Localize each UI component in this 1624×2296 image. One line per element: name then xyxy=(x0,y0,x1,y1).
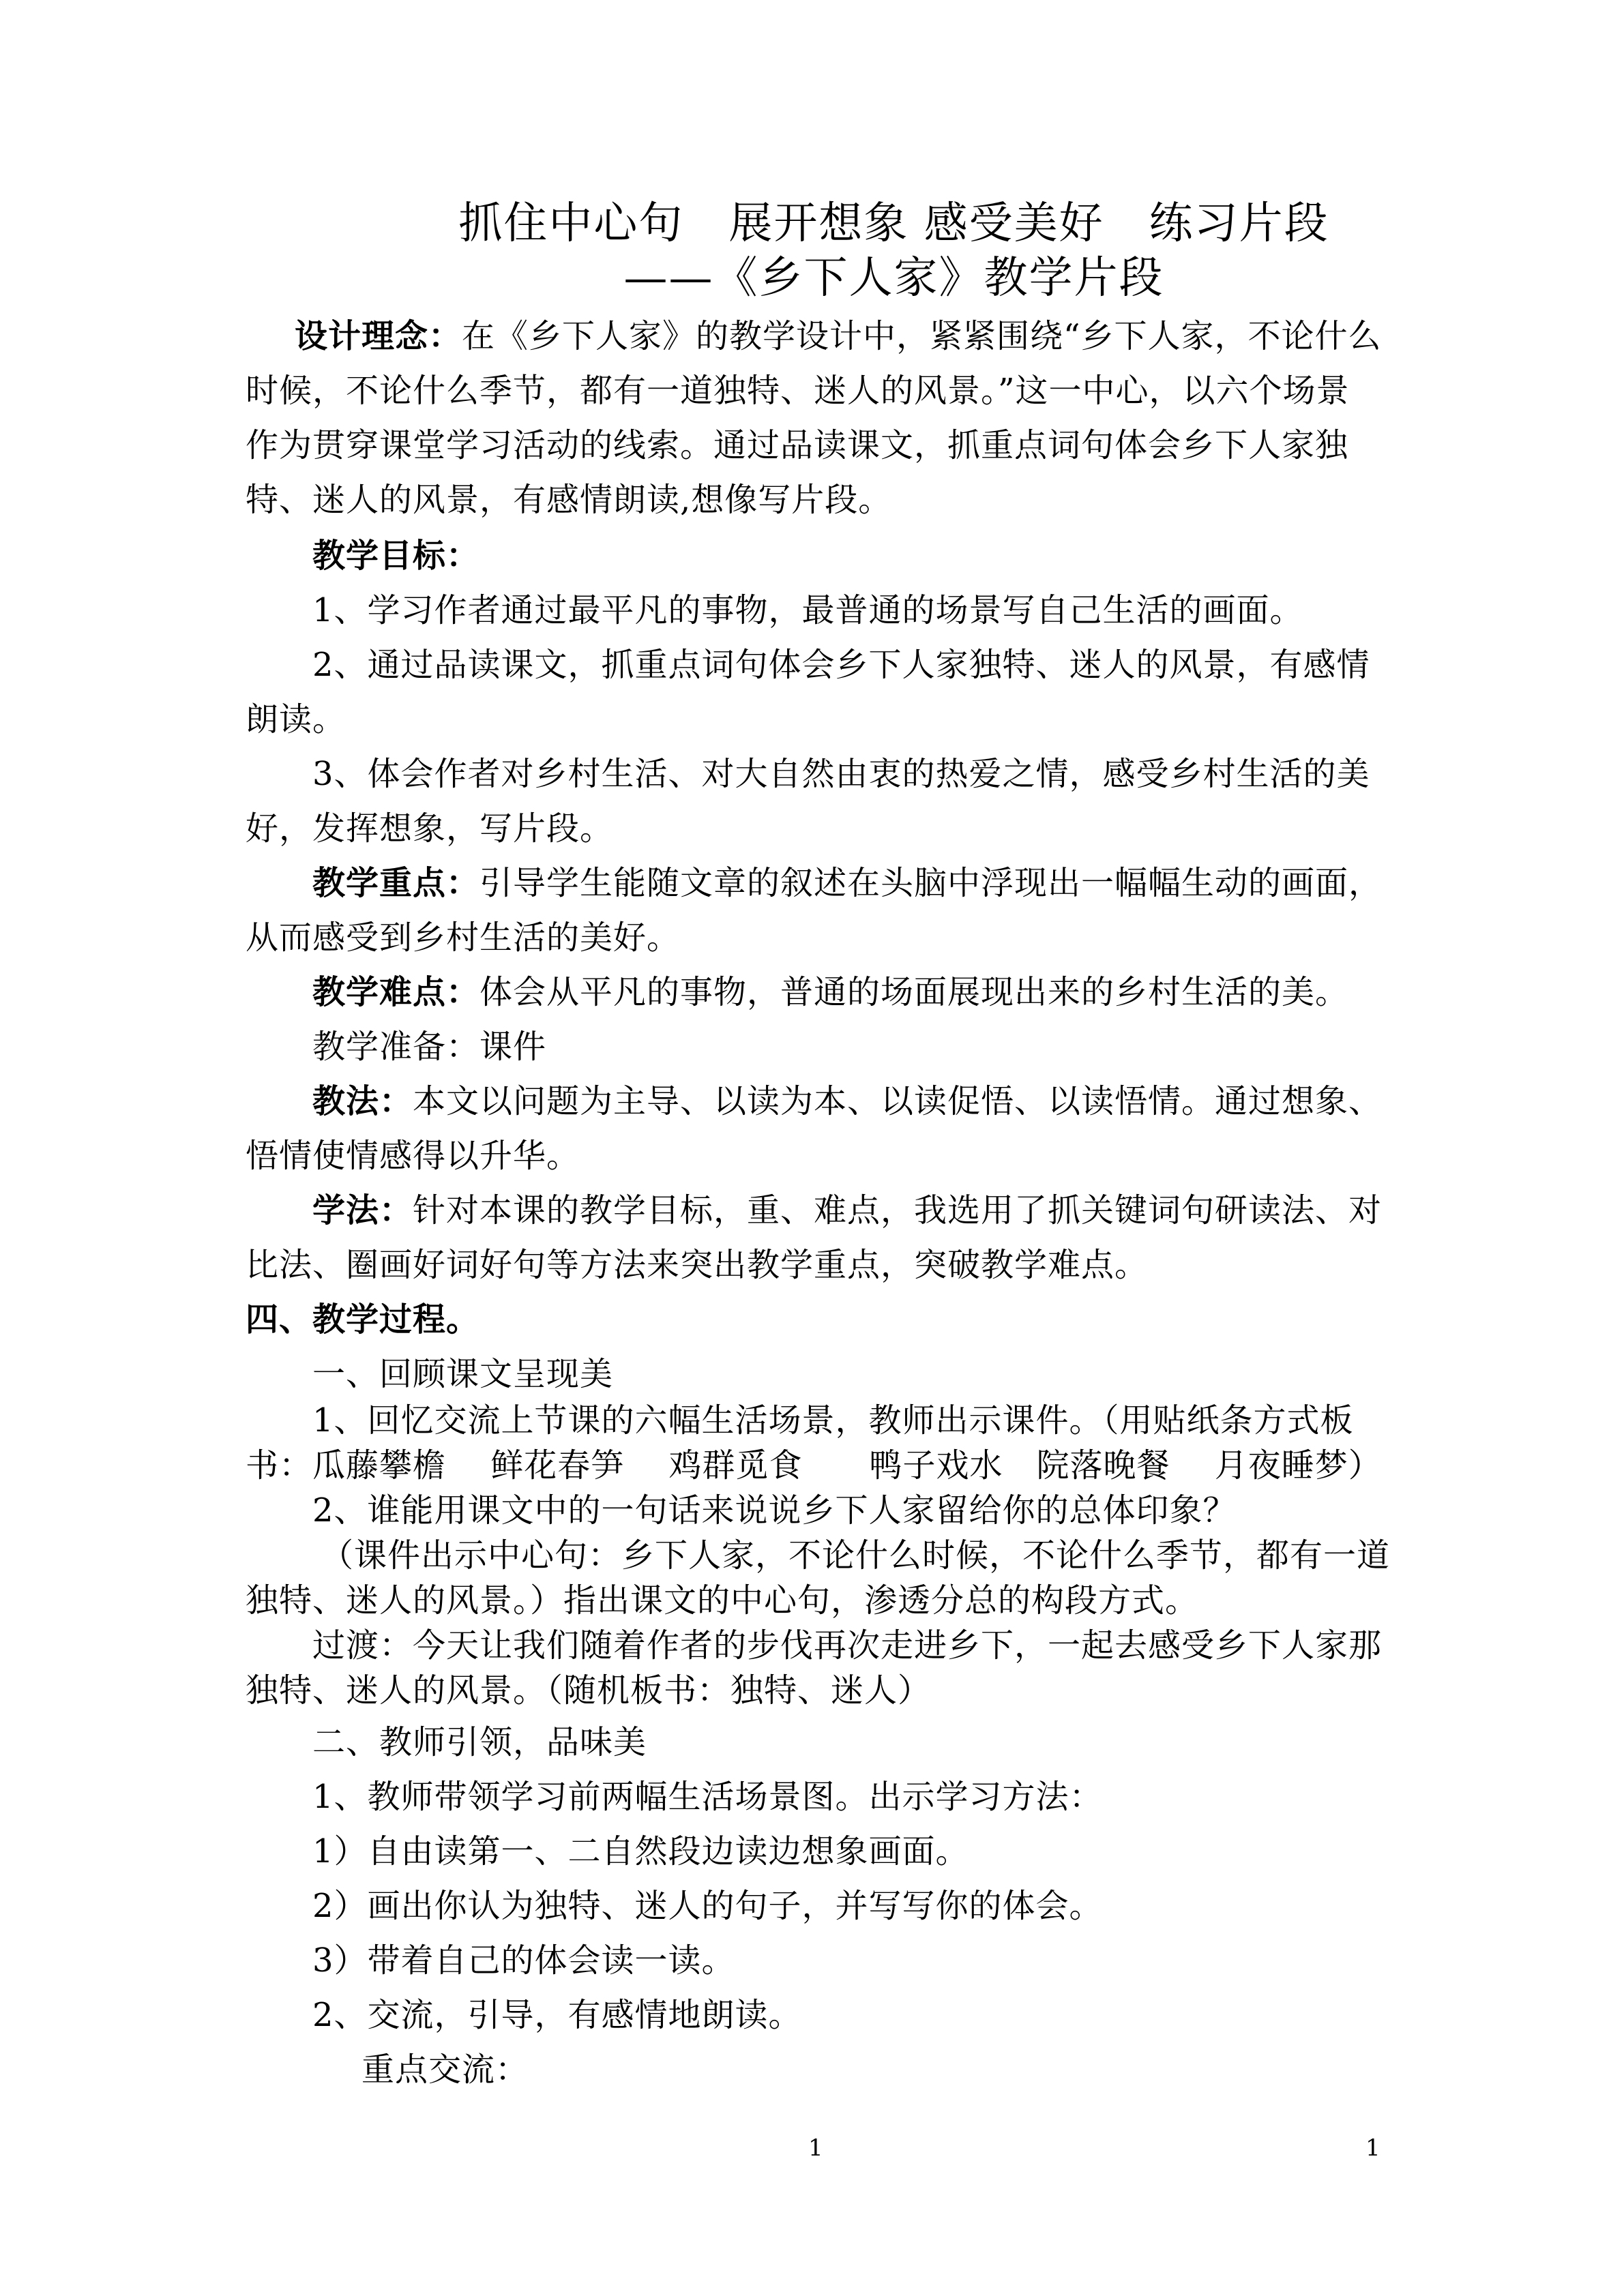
process-heading: 四、教学过程。 xyxy=(246,1300,480,1339)
process-line-11: 1）自由读第一、二自然段边读边想象画面。 xyxy=(312,1832,969,1870)
process-line-1: 一、回顾课文呈现美 xyxy=(312,1355,614,1393)
goals-heading: 教学目标： xyxy=(312,537,480,575)
design-concept-line-3: 作为贯穿课堂学习活动的线索。通过品读课文，抓重点词句体会乡下人家独 xyxy=(246,426,1349,464)
process-line-2: 1、回忆交流上节课的六幅生活场景，教师出示课件。（用贴纸条方式板 xyxy=(312,1401,1354,1440)
key-points-line-1: 教学重点：引导学生能随文章的叙述在头脑中浮现出一幅幅生动的画面， xyxy=(312,864,1383,902)
process-line-4: 2、谁能用课文中的一句话来说说乡下人家留给你的总体印象？ xyxy=(312,1491,1237,1530)
design-concept-line-1: 设计理念：在《乡下人家》的教学设计中，紧紧围绕“乡下人家，不论什么 xyxy=(295,317,1382,355)
page-number-right: 1 xyxy=(1365,2134,1381,2162)
process-line-8: 独特、迷人的风景。（随机板书：独特、迷人） xyxy=(246,1671,932,1710)
process-line-12: 2）画出你认为独特、迷人的句子，并写写你的体会。 xyxy=(312,1887,1103,1925)
key-points-label: 教学重点： xyxy=(312,864,480,902)
process-line-15: 重点交流： xyxy=(361,2051,529,2089)
process-line-3: 书：瓜藤攀檐 鲜花春笋 鸡群觅食 鸭子戏水 院落晚餐 月夜睡梦） xyxy=(246,1446,1382,1485)
design-concept-line-4: 特、迷人的风景，有感情朗读,想像写片段。 xyxy=(246,481,892,519)
title-line-1: 抓住中心句 展开想象 感受美好 练习片段 xyxy=(458,198,1329,249)
process-line-9: 二、教师引领，品味美 xyxy=(312,1723,647,1761)
goal-line-5: 好，发挥想象，写片段。 xyxy=(246,809,614,848)
preparation-line: 教学准备：课件 xyxy=(312,1028,547,1066)
process-line-5: （课件出示中心句：乡下人家，不论什么时候，不论什么季节，都有一道 xyxy=(321,1536,1391,1575)
teaching-method-label: 教法： xyxy=(312,1082,413,1120)
teaching-method-line-1: 教法：本文以问题为主导、以读为本、以读促悟、以读悟情。通过想象、 xyxy=(312,1082,1383,1120)
goal-line-2: 2、通过品读课文，抓重点词句体会乡下人家独特、迷人的风景，有感情 xyxy=(312,646,1370,684)
page-number-left: 1 xyxy=(808,2134,823,2162)
learning-method-line-1: 学法：针对本课的教学目标，重、难点，我选用了抓关键词句研读法、对 xyxy=(312,1191,1383,1229)
learning-method-label: 学法： xyxy=(312,1191,413,1229)
process-line-6: 独特、迷人的风景。）指出课文的中心句，渗透分总的构段方式。 xyxy=(246,1581,1199,1620)
key-points-line-2: 从而感受到乡村生活的美好。 xyxy=(246,919,681,957)
difficulty-label: 教学难点： xyxy=(312,973,480,1011)
learning-method-line-2: 比法、圈画好词好句等方法来突出教学重点，突破教学难点。 xyxy=(246,1246,1149,1284)
goal-line-1: 1、学习作者通过最平凡的事物，最普通的场景写自己生活的画面。 xyxy=(312,591,1303,629)
difficulty-line: 教学难点：体会从平凡的事物，普通的场面展现出来的乡村生活的美。 xyxy=(312,973,1349,1011)
process-line-10: 1、教师带领学习前两幅生活场景图。出示学习方法： xyxy=(312,1778,1103,1816)
teaching-method-line-2: 悟情使情感得以升华。 xyxy=(246,1137,580,1175)
goal-line-3: 朗读。 xyxy=(246,700,346,739)
process-line-7: 过渡：今天让我们随着作者的步伐再次走进乡下，一起去感受乡下人家那 xyxy=(312,1626,1383,1665)
title-line-2: ——《乡下人家》教学片段 xyxy=(623,253,1164,303)
goal-line-4: 3、体会作者对乡村生活、对大自然由衷的热爱之情，感受乡村生活的美 xyxy=(312,755,1370,793)
process-line-13: 3）带着自己的体会读一读。 xyxy=(312,1941,735,1980)
process-line-14: 2、交流，引导，有感情地朗读。 xyxy=(312,1996,802,2034)
design-concept-label: 设计理念： xyxy=(295,317,462,355)
design-concept-line-2: 时候，不论什么季节，都有一道独特、迷人的风景。”这一中心，以六个场景 xyxy=(246,372,1350,410)
